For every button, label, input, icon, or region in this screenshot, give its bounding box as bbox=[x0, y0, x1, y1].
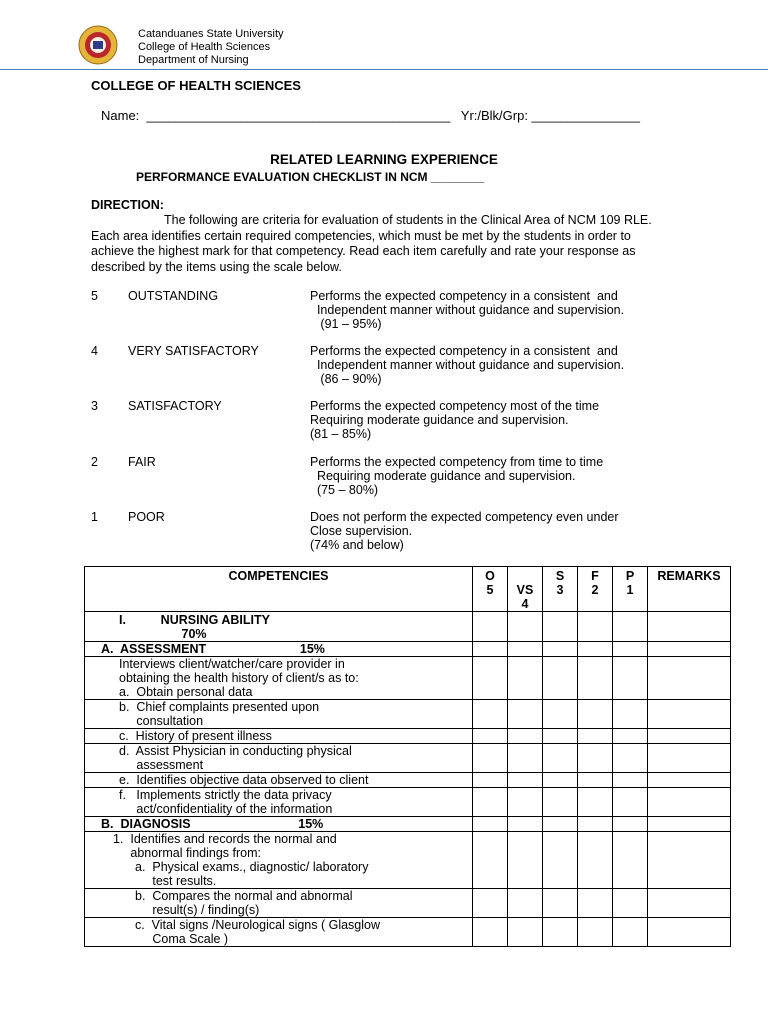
competency-table bbox=[84, 566, 731, 947]
rating-cell[interactable] bbox=[578, 817, 613, 832]
header-line-department: Department of Nursing bbox=[138, 54, 249, 66]
rating-cell[interactable] bbox=[508, 918, 543, 947]
rating-cell[interactable] bbox=[613, 729, 648, 744]
rating-cell[interactable] bbox=[578, 657, 613, 700]
item-physical-exams: a. Physical exams., diagnostic/ laboratory test results. bbox=[135, 860, 369, 888]
rating-cell[interactable] bbox=[613, 744, 648, 773]
item-identifies-records: 1. Identifies and records the normal and abnormal findings from: bbox=[113, 832, 337, 860]
rating-cell[interactable] bbox=[578, 744, 613, 773]
rating-cell[interactable] bbox=[578, 773, 613, 788]
rating-cell[interactable] bbox=[578, 729, 613, 744]
row-objective-data: e. Identifies objective data observed to client bbox=[85, 773, 473, 788]
remarks-cell[interactable] bbox=[648, 817, 731, 832]
header-poor: P 1 bbox=[613, 567, 648, 612]
rating-cell[interactable] bbox=[508, 889, 543, 918]
remarks-cell[interactable] bbox=[648, 612, 731, 642]
scale-name: OUTSTANDING bbox=[128, 289, 219, 303]
header-very-satisfactory: VS 4 bbox=[508, 567, 543, 612]
rating-cell[interactable] bbox=[613, 773, 648, 788]
rating-cell[interactable] bbox=[543, 889, 578, 918]
scale-number: 5 bbox=[91, 289, 98, 303]
remarks-cell[interactable] bbox=[648, 729, 731, 744]
rating-cell[interactable] bbox=[508, 832, 543, 889]
rating-cell[interactable] bbox=[508, 657, 543, 700]
rating-cell[interactable] bbox=[473, 729, 508, 744]
remarks-cell[interactable] bbox=[648, 832, 731, 889]
row-nursing-ability: I. NURSING ABILITY 70% bbox=[85, 612, 473, 642]
remarks-cell[interactable] bbox=[648, 657, 731, 700]
rating-cell[interactable] bbox=[508, 642, 543, 657]
rating-cell[interactable] bbox=[613, 889, 648, 918]
rating-cell[interactable] bbox=[613, 612, 648, 642]
rating-cell[interactable] bbox=[473, 817, 508, 832]
rating-cell[interactable] bbox=[473, 744, 508, 773]
rating-cell[interactable] bbox=[508, 700, 543, 729]
remarks-cell[interactable] bbox=[648, 744, 731, 773]
table-row bbox=[85, 889, 731, 918]
rating-cell[interactable] bbox=[613, 788, 648, 817]
scale-description: Performs the expected competency from time to time Requiring moderate guidance and supervision. (75 – 80%) bbox=[310, 455, 604, 497]
table-row bbox=[85, 788, 731, 817]
header-institution bbox=[138, 28, 284, 67]
rating-cell[interactable] bbox=[613, 918, 648, 947]
table-header-row bbox=[85, 567, 731, 612]
scale-number: 2 bbox=[91, 455, 98, 469]
remarks-cell[interactable] bbox=[648, 700, 731, 729]
scale-name: SATISFACTORY bbox=[128, 399, 222, 413]
header-line-college: College of Health Sciences bbox=[138, 41, 271, 53]
rating-cell[interactable] bbox=[473, 700, 508, 729]
rating-cell[interactable] bbox=[473, 773, 508, 788]
rating-cell[interactable] bbox=[578, 889, 613, 918]
scale-number: 4 bbox=[91, 344, 98, 358]
rating-cell[interactable] bbox=[508, 773, 543, 788]
rating-cell[interactable] bbox=[543, 918, 578, 947]
remarks-cell[interactable] bbox=[648, 788, 731, 817]
scale-number: 1 bbox=[91, 510, 98, 524]
table-row bbox=[85, 729, 731, 744]
college-title: COLLEGE OF HEALTH SCIENCES bbox=[91, 78, 301, 93]
header-competencies: COMPETENCIES bbox=[85, 567, 473, 612]
rating-cell[interactable] bbox=[473, 642, 508, 657]
rating-cell[interactable] bbox=[543, 700, 578, 729]
rating-cell[interactable] bbox=[473, 657, 508, 700]
remarks-cell[interactable] bbox=[648, 889, 731, 918]
table-row bbox=[85, 657, 731, 700]
rating-cell[interactable] bbox=[613, 700, 648, 729]
rating-cell[interactable] bbox=[543, 744, 578, 773]
header-satisfactory: S 3 bbox=[543, 567, 578, 612]
row-identifies-records bbox=[85, 832, 473, 889]
scale-name: FAIR bbox=[128, 455, 156, 469]
scale-description: Performs the expected competency most of the time Requiring moderate guidance and supervision. (81 – 85%) bbox=[310, 399, 600, 441]
rating-cell[interactable] bbox=[578, 612, 613, 642]
rating-cell[interactable] bbox=[578, 832, 613, 889]
rating-cell[interactable] bbox=[543, 817, 578, 832]
scale-description: Does not perform the expected competency even under Close supervision. (74% and below) bbox=[310, 510, 619, 552]
rating-cell[interactable] bbox=[543, 642, 578, 657]
rating-cell[interactable] bbox=[543, 832, 578, 889]
row-assessment: A. ASSESSMENT 15% bbox=[85, 642, 473, 657]
rating-cell[interactable] bbox=[578, 918, 613, 947]
rating-cell[interactable] bbox=[543, 788, 578, 817]
header-remarks: REMARKS bbox=[648, 567, 731, 612]
rating-cell[interactable] bbox=[543, 612, 578, 642]
rating-cell[interactable] bbox=[508, 788, 543, 817]
table-row bbox=[85, 744, 731, 773]
rating-cell[interactable] bbox=[613, 817, 648, 832]
rating-cell[interactable] bbox=[543, 773, 578, 788]
row-compares: b. Compares the normal and abnormal result(s) / finding(s) bbox=[85, 889, 473, 918]
rating-cell[interactable] bbox=[473, 918, 508, 947]
rating-cell[interactable] bbox=[473, 832, 508, 889]
table-row bbox=[85, 817, 731, 832]
scale-description: Performs the expected competency in a consistent and Independent manner without guidance and supervision. (91 – 95%) bbox=[310, 289, 625, 331]
rating-cell[interactable] bbox=[543, 657, 578, 700]
rating-cell[interactable] bbox=[508, 729, 543, 744]
scale-name: VERY SATISFACTORY bbox=[128, 344, 259, 358]
document-title: RELATED LEARNING EXPERIENCE bbox=[270, 152, 498, 167]
rating-cell[interactable] bbox=[543, 729, 578, 744]
rating-cell[interactable] bbox=[508, 612, 543, 642]
direction-label: DIRECTION: bbox=[91, 198, 164, 212]
rating-cell[interactable] bbox=[578, 642, 613, 657]
table-row bbox=[85, 612, 731, 642]
row-assist-physician: d. Assist Physician in conducting physical assessment bbox=[85, 744, 473, 773]
rating-cell[interactable] bbox=[473, 788, 508, 817]
rating-cell[interactable] bbox=[508, 744, 543, 773]
table-row bbox=[85, 642, 731, 657]
row-history: c. History of present illness bbox=[85, 729, 473, 744]
university-seal-logo bbox=[78, 25, 118, 65]
name-field-line: Name: __________________________________________ Yr:/Blk/Grp: _______________ bbox=[101, 108, 641, 123]
row-vital-signs: c. Vital signs /Neurological signs ( Glasglow Coma Scale ) bbox=[85, 918, 473, 947]
direction-body: The following are criteria for evaluation of students in the Clinical Area of NCM 109 RLE. Each area identifies certain required competencies, which must be met by the students in order to achieve the highest mark for that competency. Read each item carefully and rate your response as described by the items using the scale below. bbox=[91, 213, 652, 274]
row-chief-complaints: b. Chief complaints presented upon consultation bbox=[85, 700, 473, 729]
rating-cell[interactable] bbox=[613, 832, 648, 889]
rating-cell[interactable] bbox=[613, 642, 648, 657]
rating-cell[interactable] bbox=[473, 889, 508, 918]
row-data-privacy: f. Implements strictly the data privacy act/confidentiality of the information bbox=[85, 788, 473, 817]
row-diagnosis: B. DIAGNOSIS 15% bbox=[85, 817, 473, 832]
remarks-cell[interactable] bbox=[648, 773, 731, 788]
rating-cell[interactable] bbox=[473, 612, 508, 642]
rating-cell[interactable] bbox=[613, 657, 648, 700]
header-line-university: Catanduanes State University bbox=[138, 28, 284, 40]
header-divider bbox=[0, 69, 768, 70]
scale-description: Performs the expected competency in a consistent and Independent manner without guidance and supervision. (86 – 90%) bbox=[310, 344, 625, 386]
remarks-cell[interactable] bbox=[648, 918, 731, 947]
header-outstanding: O 5 bbox=[473, 567, 508, 612]
remarks-cell[interactable] bbox=[648, 642, 731, 657]
header-fair: F 2 bbox=[578, 567, 613, 612]
table-row bbox=[85, 918, 731, 947]
scale-number: 3 bbox=[91, 399, 98, 413]
rating-cell[interactable] bbox=[578, 788, 613, 817]
table-row bbox=[85, 832, 731, 889]
table-row bbox=[85, 700, 731, 729]
rating-cell[interactable] bbox=[578, 700, 613, 729]
table-row bbox=[85, 773, 731, 788]
document-subtitle: PERFORMANCE EVALUATION CHECKLIST IN NCM ________ bbox=[136, 170, 485, 184]
rating-cell[interactable] bbox=[508, 817, 543, 832]
row-interviews: Interviews client/watcher/care provider in obtaining the health history of client/s as to: a. Obtain personal data bbox=[85, 657, 473, 700]
scale-name: POOR bbox=[128, 510, 165, 524]
